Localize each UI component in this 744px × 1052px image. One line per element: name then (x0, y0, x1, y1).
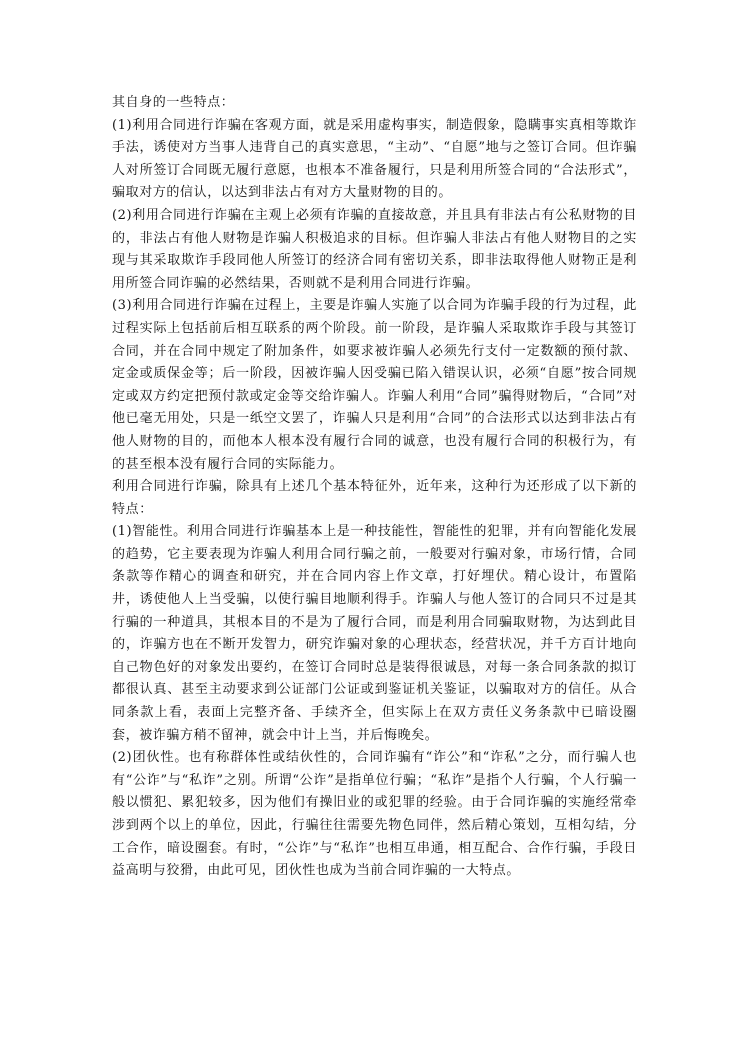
intelligence-paragraph: (1)智能性。利用合同进行诈骗基本上是一种技能性，智能性的犯罪，并有向智能化发展的趋势，它主要表现为诈骗人利用合同行骗之前，一般要对行骗对象，市场行情，合同条款等作精心的调查和研究，并在合同内容上作文章，打好埋伏。精心设计，布置陷井，诱使他人上当受骗，以使行骗目地顺利得手。诈骗人与他人签订的合同只不过是其行骗的一种道具，其根本目的不是为了履行合同，而是利用合同骗取财物，为达到此目的，诈骗方也在不断开发智力，研究诈骗对象的心理状态，经营状况，并千方百计地向自己物色好的对象发出要约，在签订合同时总是装得很诚恳，对每一条合同条款的拟订都很认真、甚至主动要求到公证部门公证或到鉴证机关鉴证，以骗取对方的信任。从合同条款上看，表面上完整齐备、手续齐全，但实际上在双方责任义务条款中已暗设圈套，被诈骗方稍不留神，就会中计上当，并后悔晚矣。 (112, 524, 637, 743)
new-features-intro: 利用合同进行诈骗，除具有上述几个基本特征外，近年来，这种行为还形成了以下新的特点： (112, 479, 637, 517)
feature-1-paragraph: (1)利用合同进行诈骗在客观方面，就是采用虚构事实，制造假象，隐瞒事实真相等欺诈手法，诱使对方当事人违背自己的真实意思，“主动”、“自愿”地与之签订合同。但诈骗人对所签订合同既无履行意愿，也根本不准备履行，只是利用所签合同的“合法形式”，骗取对方的信认，以达到非法占有对方大量财物的目的。 (112, 117, 637, 201)
document-page (112, 92, 637, 883)
feature-3-paragraph: (3)利用合同进行诈骗在过程上，主要是诈骗人实施了以合同为诈骗手段的行为过程，此过程实际上包括前后相互联系的两个阶段。前一阶段，是诈骗人采取欺诈手段与其签订合同，并在合同中规定了附加条件，如要求被诈骗人必须先行支付一定数额的预付款、定金或质保金等；后一阶段，因被诈骗人因受骗已陷入错误认识，必须“自愿”按合同规定或双方约定把预付款或定金等交给诈骗人。诈骗人利用“合同”骗得财物后，“合同”对他已毫无用处，只是一纸空文罢了，诈骗人只是利用“合同”的合法形式以达到非法占有他人财物的目的，而他本人根本没有履行合同的诚意，也没有履行合同的积极行为，有的甚至根本没有履行合同的实际能力。 (112, 298, 637, 472)
feature-2-paragraph: (2)利用合同进行诈骗在主观上必须有诈骗的直接故意，并且具有非法占有公私财物的目的，非法占有他人财物是诈骗人积极追求的目标。但诈骗人非法占有他人财物目的之实现与其采取欺诈手段同他人所签订的经济合同有密切关系，即非法取得他人财物正是利用所签合同诈骗的必然结果，否则就不是利用合同进行诈骗。 (112, 207, 637, 291)
gang-paragraph: (2)团伙性。也有称群体性或结伙性的，合同诈骗有“诈公”和“诈私”之分，而行骗人也有“公诈”与“私诈”之别。所谓“公诈”是指单位行骗；“私诈”是指个人行骗，个人行骗一般以惯犯、累犯较多，因为他们有操旧业的或犯罪的经验。由于合同诈骗的实施经常牵涉到两个以上的单位，因此，行骗往往需要先物色同伴，然后精心策划，互相勾结，分工合作，暗设圈套。有时，“公诈”与“私诈”也相互串通，相互配合、合作行骗，手段日益高明与狡猾，由此可见，团伙性也成为当前合同诈骗的一大特点。 (112, 750, 637, 879)
intro-line: 其自身的一些特点： (112, 95, 235, 110)
